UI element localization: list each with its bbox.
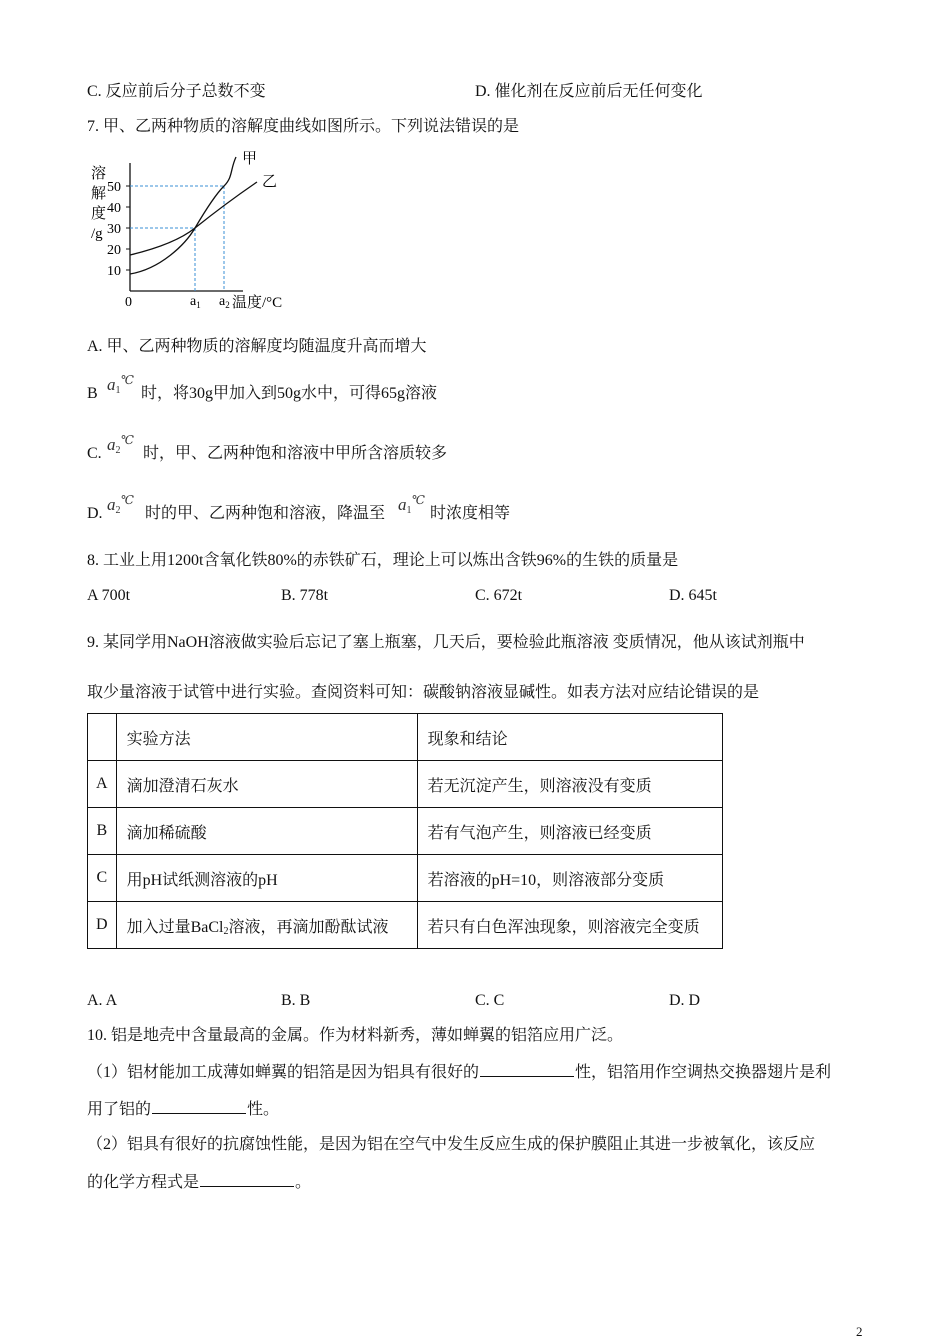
- q7-option-a: A. 甲、乙两种物质的溶解度均随温度升高而增大: [87, 338, 427, 355]
- q6-option-c: C. 反应前后分子总数不变: [87, 83, 266, 100]
- ylabel-char-4: /g: [91, 226, 103, 242]
- q7-option-b-temp: $a_1^℃$: [107, 373, 134, 396]
- q10-stem: 10. 铝是地壳中含量最高的金属。作为材料新秀，薄如蝉翼的铝箔应用广泛。: [87, 1027, 624, 1044]
- xtick-a2: $a_2$: [219, 294, 230, 310]
- ylabel-char-2: 解: [91, 186, 107, 202]
- table-row: D 加入过量BaCl2溶液，再滴加酚酞试液 若只有白色浑浊现象，则溶液完全变质: [88, 902, 723, 949]
- q9-table: [87, 713, 723, 949]
- curve-yi: [130, 182, 257, 255]
- q8-option-a: A 700t: [87, 587, 131, 604]
- q7-option-c-temp: $a_2^℃$: [107, 433, 134, 456]
- ytick-10: 10: [107, 264, 121, 279]
- ytick-30: 30: [107, 222, 121, 237]
- q9-option-b: B. B: [281, 992, 311, 1009]
- q7-option-d-label: D.: [87, 505, 103, 522]
- q7-option-d-text1: 时的甲、乙两种饱和溶液，降温至: [145, 505, 386, 522]
- q7-option-d-temp1: $a_2^℃$: [107, 493, 134, 516]
- origin-label: 0: [125, 295, 132, 310]
- solubility-chart: [85, 145, 310, 320]
- xtick-a1: $a_1$: [190, 294, 201, 310]
- q8-stem: 8. 工业上用1200t含氧化铁80%的赤铁矿石，理论上可以炼出含铁96%的生铁的质量是: [87, 552, 679, 569]
- q7-stem: 7. 甲、乙两种物质的溶解度曲线如图所示。下列说法错误的是: [87, 118, 520, 135]
- answer-blank[interactable]: [200, 1172, 294, 1187]
- q7-option-c-text: 时，甲、乙两种饱和溶液中甲所含溶质较多: [143, 445, 448, 462]
- q8-option-c: C. 672t: [475, 587, 523, 604]
- q7-option-d-text2: 时浓度相等: [430, 505, 511, 522]
- ytick-20: 20: [107, 243, 121, 258]
- table-row: C 用pH试纸测溶液的pH 若溶液的pH=10，则溶液部分变质: [88, 855, 723, 902]
- curve-yi-label: 乙: [262, 174, 278, 190]
- curve-jia: [130, 157, 236, 274]
- q8-option-d: D. 645t: [669, 587, 717, 604]
- q10-part1-line1: （1）铝材能加工成薄如蝉翼的铝箔是因为铝具有很好的 性，铝箔用作空调热交换器翅片是利: [87, 1064, 832, 1081]
- q9-option-c: C. C: [475, 992, 505, 1009]
- curve-jia-label: 甲: [242, 151, 258, 167]
- xlabel: 温度/°C: [232, 295, 283, 311]
- q10-part2-line2: 的化学方程式是 。: [87, 1174, 312, 1191]
- ylabel-char-1: 溶: [91, 166, 107, 182]
- q9-option-a: A. A: [87, 992, 118, 1009]
- table-header-row: 实验方法 现象和结论: [88, 714, 723, 761]
- q7-option-b-label: B: [87, 385, 98, 402]
- ytick-40: 40: [107, 201, 121, 216]
- q7-option-b-text: 时，将30g甲加入到50g水中，可得65g溶液: [141, 385, 438, 402]
- table-row-d-method: 加入过量BaCl2溶液，再滴加酚酞试液: [116, 902, 417, 949]
- ylabel-char-3: 度: [91, 206, 107, 222]
- q9-stem-line1: 9. 某同学用NaOH溶液做实验后忘记了塞上瓶塞，几天后，要检验此瓶溶液 变质情况，他从该试剂瓶中: [87, 634, 805, 651]
- q9-option-d: D. D: [669, 992, 701, 1009]
- q10-part2-line1: （2）铝具有很好的抗腐蚀性能，是因为铝在空气中发生反应生成的保护膜阻止其进一步被氧化，该反应: [87, 1136, 816, 1153]
- answer-blank[interactable]: [480, 1062, 574, 1077]
- answer-blank[interactable]: [152, 1099, 246, 1114]
- page-number: 2: [856, 1324, 863, 1339]
- q10-part1-line2: 用了铝的 性。: [87, 1101, 280, 1118]
- q6-option-d: D. 催化剂在反应前后无任何变化: [475, 83, 703, 100]
- ytick-50: 50: [107, 180, 121, 195]
- table-row: B 滴加稀硫酸 若有气泡产生，则溶液已经变质: [88, 808, 723, 855]
- q7-option-d-temp2: $a_1^℃$: [398, 493, 425, 516]
- table-row: A 滴加澄清石灰水 若无沉淀产生，则溶液没有变质: [88, 761, 723, 808]
- q8-option-b: B. 778t: [281, 587, 329, 604]
- q7-option-c-label: C.: [87, 445, 102, 462]
- q9-stem-line2: 取少量溶液于试管中进行实验。查阅资料可知：碳酸钠溶液显碱性。如表方法对应结论错误的是: [87, 684, 760, 701]
